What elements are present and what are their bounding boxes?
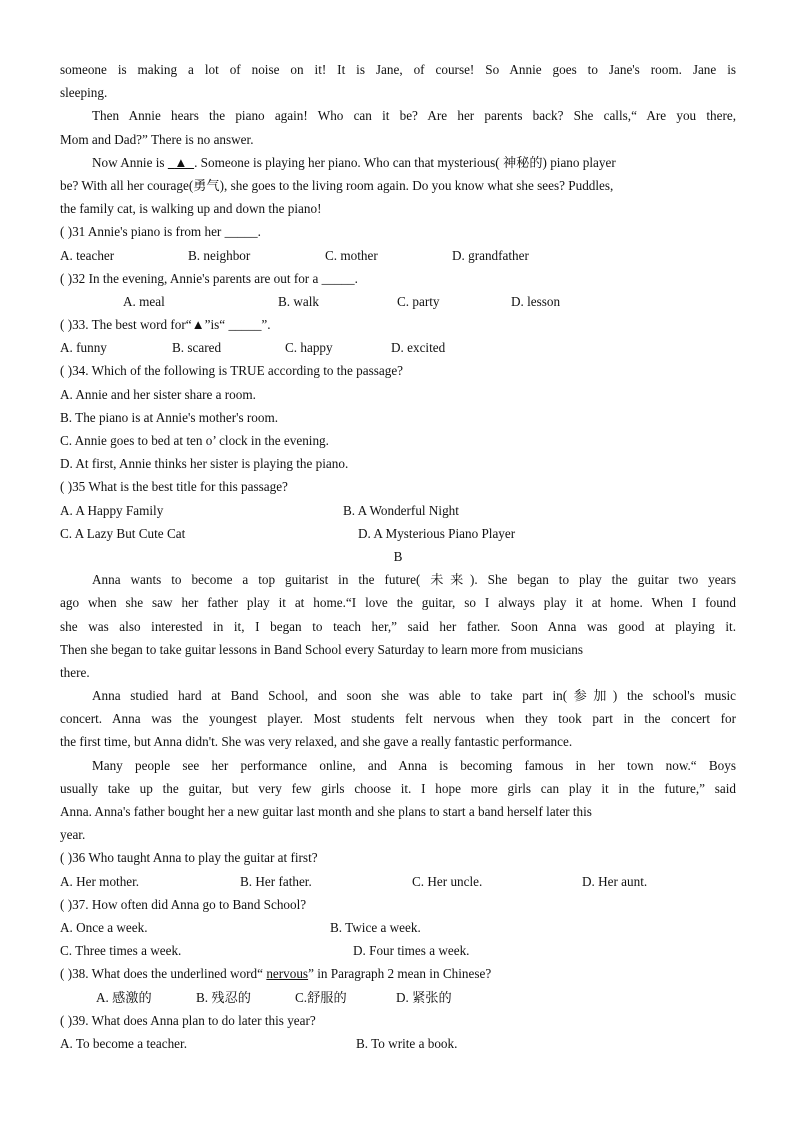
option-c[interactable]: C. party [397, 293, 440, 309]
passage-a-line [60, 151, 736, 174]
question-39 [60, 1009, 736, 1055]
question-stem: ( )37. How often did Anna go to Band School? [60, 896, 307, 912]
question-stem: ( )34. Which of the following is TRUE according to the passage? [60, 363, 404, 379]
passage-b-line: usually take up the guitar, but very few girls choose it. I hope more girls can play it in the future,” said [60, 780, 736, 796]
option-b[interactable]: B. scared [172, 340, 222, 356]
question-stem [60, 962, 736, 985]
question-37 [60, 893, 736, 963]
options-row [60, 986, 736, 1009]
option-a[interactable]: A. Her mother. [60, 873, 140, 889]
question-36 [60, 846, 736, 892]
option-a[interactable]: A. teacher [60, 247, 115, 263]
passage-b-line: there. [60, 664, 90, 680]
option-c[interactable]: C.舒服的 [295, 989, 347, 1005]
question-38 [60, 962, 736, 1008]
passage-b-line: Anna wants to become a top guitarist in the future( 未来). She began to play the guitar two years [92, 572, 736, 588]
option-d[interactable]: D. grandfather [452, 247, 529, 263]
option-a[interactable]: A. Once a week. [60, 919, 148, 935]
option-d[interactable]: D. Her aunt. [582, 873, 648, 889]
options-row [60, 336, 736, 359]
passage-b-line: ago when she saw her father play it at home.“I love the guitar, so I always play it at home. When I found [60, 595, 736, 611]
option-b[interactable]: B. 残忍的 [196, 989, 251, 1005]
option-d[interactable]: D. excited [391, 340, 446, 356]
question-31 [60, 220, 736, 266]
passage-a-line: the family cat, is walking up and down the piano! [60, 201, 322, 217]
option-c[interactable]: C. A Lazy But Cute Cat [60, 525, 186, 541]
options-row [60, 499, 736, 522]
option-c[interactable]: C. mother [325, 247, 378, 263]
option-d[interactable]: D. At first, Annie thinks her sister is playing the piano. [60, 456, 349, 472]
stem-text: ” in Paragraph 2 mean in Chinese? [308, 966, 492, 982]
question-32 [60, 267, 736, 313]
passage-a-line: someone is making a lot of noise on it! It is Jane, of course! So Annie goes to Jane's room. Jane is [60, 62, 736, 77]
option-d[interactable]: D. 紧张的 [396, 989, 452, 1005]
passage-b-line: year. [60, 827, 86, 843]
question-stem: ( )31 Annie's piano is from her _____. [60, 224, 261, 240]
options-row [60, 870, 736, 893]
option-d[interactable]: D. lesson [511, 293, 561, 309]
option-a[interactable]: A. To become a teacher. [60, 1035, 187, 1051]
option-a[interactable]: A. 感激的 [96, 989, 152, 1005]
options-row [60, 290, 736, 313]
option-a[interactable]: A. A Happy Family [60, 502, 164, 518]
answer-blank [168, 155, 194, 170]
option-c[interactable]: C. happy [285, 340, 333, 356]
option-d[interactable]: D. Four times a week. [353, 943, 470, 959]
option-b[interactable]: B. The piano is at Annie's mother's room. [60, 409, 279, 425]
option-b[interactable]: B. Her father. [240, 873, 312, 889]
passage-a [60, 58, 736, 220]
passage-b-line: Many people see her performance online, and Anna is becoming famous in her town now.“ Boys [92, 757, 736, 773]
question-35 [60, 475, 736, 545]
passage-a-line: Then Annie hears the piano again! Who can it be? Are her parents back? She calls,“ Are you there, [92, 108, 736, 124]
question-stem: ( )36 Who taught Anna to play the guitar at first? [60, 850, 318, 866]
question-34 [60, 359, 736, 475]
option-b[interactable]: B. To write a book. [356, 1035, 458, 1051]
passage-b [60, 568, 736, 846]
passage-a-line: be? With all her courage(勇气), she goes to the living room again. Do you know what she sees? Puddles, [60, 177, 614, 193]
passage-b-line: the first time, but Anna didn't. She was very relaxed, and she gave a really fantastic performance. [60, 734, 573, 750]
options-row [60, 244, 736, 267]
options-row [60, 522, 736, 545]
question-33 [60, 313, 736, 359]
option-c[interactable]: C. Her uncle. [412, 873, 483, 889]
options-row [60, 1032, 736, 1055]
passage-a-line: sleeping. [60, 85, 108, 101]
passage-b-line: Anna. Anna's father bought her a new guitar last month and she plans to start a band herself later this [60, 804, 592, 819]
option-d[interactable]: D. A Mysterious Piano Player [358, 525, 516, 541]
question-stem: ( )35 What is the best title for this passage? [60, 479, 288, 495]
passage-a-line: Mom and Dad?” There is no answer. [60, 131, 254, 147]
worksheet-page [60, 58, 736, 1055]
option-b[interactable]: B. A Wonderful Night [343, 502, 459, 518]
passage-b-line: she was also interested in it, I began to teach her,” said her father. Soon Anna was good at playing it. [60, 618, 736, 634]
option-c[interactable]: C. Annie goes to bed at ten o’ clock in the evening. [60, 433, 329, 448]
options-row [60, 916, 736, 939]
option-b[interactable]: B. Twice a week. [330, 919, 421, 935]
option-a[interactable]: A. meal [123, 293, 165, 309]
option-b[interactable]: B. walk [278, 293, 320, 309]
section-b-heading: B [393, 548, 403, 564]
line-text: Now Annie is [92, 154, 168, 170]
passage-b-line: Anna studied hard at Band School, and soon she was able to take part in(参加) the school's music [92, 688, 736, 704]
question-stem: ( )32 In the evening, Annie's parents are out for a _____. [60, 270, 358, 286]
option-c[interactable]: C. Three times a week. [60, 943, 182, 959]
option-a[interactable]: A. funny [60, 340, 107, 356]
triangle-marker: ▲ [174, 154, 188, 170]
passage-b-line: Then she began to take guitar lessons in Band School every Saturday to learn more from musicians [60, 641, 583, 657]
underlined-word: nervous [266, 966, 309, 982]
passage-b-line: concert. Anna was the youngest player. Most students felt nervous when they took part in the concert for [60, 711, 736, 727]
question-stem: ( )33. The best word for“▲”is“ _____”. [60, 317, 271, 333]
options-row [60, 939, 736, 962]
option-a[interactable]: A. Annie and her sister share a room. [60, 386, 256, 402]
line-text: . Someone is playing her piano. Who can that mysterious( 神秘的) piano player [194, 154, 616, 170]
stem-text: ( )38. What does the underlined word“ [60, 966, 267, 982]
question-stem: ( )39. What does Anna plan to do later this year? [60, 1012, 316, 1028]
option-b[interactable]: B. neighbor [188, 247, 251, 263]
